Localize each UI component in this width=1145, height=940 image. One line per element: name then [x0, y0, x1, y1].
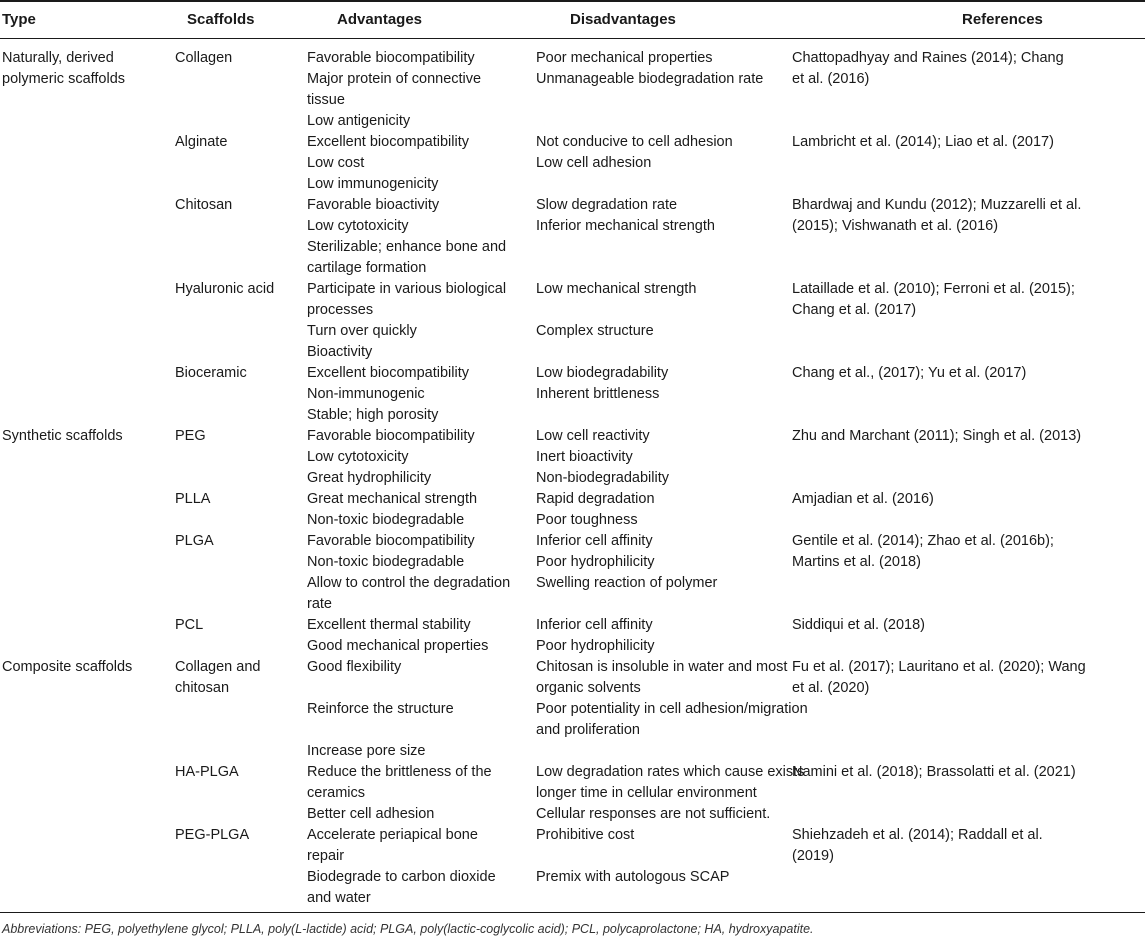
disadvantage-item: Inherent brittleness [536, 386, 660, 402]
disadvantage-item: Swelling reaction of polymer [536, 575, 718, 591]
scaffold-cell: PEG [175, 428, 206, 444]
advantage-item: Low immunogenicity [307, 176, 439, 192]
advantage-item: Favorable bioactivity [307, 197, 440, 213]
advantage-item: Good mechanical properties [307, 638, 489, 654]
header-advantages: Advantages [337, 11, 423, 28]
advantage-item: and water [307, 890, 371, 906]
disadvantage-item: Non-biodegradability [536, 470, 669, 486]
advantage-item: Non-toxic biodegradable [307, 512, 465, 528]
reference-cell: (2015); Vishwanath et al. (2016) [792, 218, 999, 234]
scaffold-cell: Collagen [175, 50, 233, 66]
disadvantage-item: Poor hydrophilicity [536, 638, 655, 654]
advantage-item: tissue [307, 92, 345, 108]
reference-cell: Siddiqui et al. (2018) [792, 617, 925, 633]
disadvantage-item: Complex structure [536, 323, 654, 339]
reference-cell: Chattopadhyay and Raines (2014); Chang [792, 50, 1064, 66]
type-cell: polymeric scaffolds [2, 71, 126, 87]
advantage-item: Bioactivity [307, 344, 373, 360]
advantage-item: Participate in various biological [307, 281, 507, 297]
header-type: Type [2, 11, 36, 28]
reference-cell: Amjadian et al. (2016) [792, 491, 934, 507]
scaffold-cell: PEG-PLGA [175, 827, 250, 843]
disadvantage-item: Inferior cell affinity [536, 533, 653, 549]
advantage-item: Major protein of connective [307, 71, 482, 87]
reference-cell: Shiehzadeh et al. (2014); Raddall et al. [792, 827, 1043, 843]
advantage-item: Great mechanical strength [307, 491, 478, 507]
advantage-item: Low cytotoxicity [307, 449, 409, 465]
reference-cell: Bhardwaj and Kundu (2012); Muzzarelli et al. [792, 197, 1082, 213]
disadvantage-item: Not conducive to cell adhesion [536, 134, 733, 150]
reference-cell: Lataillade et al. (2010); Ferroni et al. (2015); [792, 281, 1075, 297]
scaffold-cell: Alginate [175, 134, 228, 150]
disadvantage-item: organic solvents [536, 680, 641, 696]
disadvantage-item: Rapid degradation [536, 491, 655, 507]
disadvantage-item: Inert bioactivity [536, 449, 633, 465]
reference-cell: Martins et al. (2018) [792, 554, 921, 570]
disadvantage-item: Inferior mechanical strength [536, 218, 715, 234]
scaffold-cell: PLLA [175, 491, 211, 507]
advantage-item: Sterilizable; enhance bone and [307, 239, 507, 255]
advantage-item: Low cytotoxicity [307, 218, 409, 234]
advantage-item: rate [307, 596, 332, 612]
advantage-item: Increase pore size [307, 743, 426, 759]
advantage-item: Non-toxic biodegradable [307, 554, 465, 570]
advantage-item: Excellent biocompatibility [307, 365, 469, 381]
advantage-item: Excellent biocompatibility [307, 134, 469, 150]
reference-cell: et al. (2016) [792, 71, 870, 87]
disadvantage-item: Low degradation rates which cause exists [536, 764, 805, 780]
top-rule [0, 0, 1145, 2]
advantage-item: Stable; high porosity [307, 407, 439, 423]
reference-cell: Zhu and Marchant (2011); Singh et al. (2013) [792, 428, 1082, 444]
disadvantage-item: Poor potentiality in cell adhesion/migration [536, 701, 808, 717]
advantage-item: Better cell adhesion [307, 806, 435, 822]
bottom-rule [0, 912, 1145, 913]
reference-cell: Chang et al., (2017); Yu et al. (2017) [792, 365, 1027, 381]
scaffold-cell: PLGA [175, 533, 214, 549]
reference-cell: Namini et al. (2018); Brassolatti et al. (2021) [792, 764, 1076, 780]
reference-cell: Gentile et al. (2014); Zhao et al. (2016b); [792, 533, 1054, 549]
type-cell: Composite scaffolds [2, 659, 133, 675]
advantage-item: Favorable biocompatibility [307, 50, 475, 66]
type-cell: Synthetic scaffolds [2, 428, 123, 444]
disadvantage-item: Slow degradation rate [536, 197, 678, 213]
disadvantage-item: Poor mechanical properties [536, 50, 713, 66]
header-disadvantages: Disadvantages [570, 11, 676, 28]
scaffold-cell: chitosan [175, 680, 230, 696]
scaffold-cell: HA-PLGA [175, 764, 239, 780]
header-scaffolds: Scaffolds [187, 11, 255, 28]
advantage-item: Accelerate periapical bone [307, 827, 478, 843]
advantage-item: Favorable biocompatibility [307, 533, 475, 549]
reference-cell: et al. (2020) [792, 680, 870, 696]
advantage-item: Biodegrade to carbon dioxide [307, 869, 496, 885]
abbreviations-footnote: Abbreviations: PEG, polyethylene glycol; PLLA, poly(L-lactide) acid; PLGA, poly(lactic-coglycolic acid); PCL, polycaprolactone; HA, hydroxyapatite. [2, 922, 814, 936]
advantage-item: Good flexibility [307, 659, 402, 675]
advantage-item: cartilage formation [307, 260, 427, 276]
disadvantage-item: longer time in cellular environment [536, 785, 757, 801]
header-references: References [962, 11, 1043, 28]
advantage-item: Turn over quickly [307, 323, 417, 339]
disadvantage-item: Prohibitive cost [536, 827, 635, 843]
disadvantage-item: Unmanageable biodegradation rate [536, 71, 764, 87]
disadvantage-item: Poor hydrophilicity [536, 554, 655, 570]
advantage-item: processes [307, 302, 374, 318]
advantage-item: Low antigenicity [307, 113, 411, 129]
advantage-item: Great hydrophilicity [307, 470, 432, 486]
disadvantage-item: and proliferation [536, 722, 640, 738]
advantage-item: Allow to control the degradation [307, 575, 511, 591]
reference-cell: Lambricht et al. (2014); Liao et al. (2017) [792, 134, 1054, 150]
type-cell: Naturally, derived [2, 50, 114, 66]
scaffold-cell: Collagen and [175, 659, 261, 675]
advantage-item: Favorable biocompatibility [307, 428, 475, 444]
disadvantage-item: Chitosan is insoluble in water and most [536, 659, 788, 675]
advantage-item: repair [307, 848, 345, 864]
reference-cell: Chang et al. (2017) [792, 302, 917, 318]
disadvantage-item: Poor toughness [536, 512, 638, 528]
advantage-item: Low cost [307, 155, 365, 171]
disadvantage-item: Low mechanical strength [536, 281, 697, 297]
reference-cell: (2019) [792, 848, 834, 864]
disadvantage-item: Low biodegradability [536, 365, 669, 381]
scaffold-cell: Chitosan [175, 197, 233, 213]
advantage-item: Reinforce the structure [307, 701, 454, 717]
scaffold-cell: Hyaluronic acid [175, 281, 275, 297]
reference-cell: Fu et al. (2017); Lauritano et al. (2020); Wang [792, 659, 1086, 675]
disadvantage-item: Low cell adhesion [536, 155, 652, 171]
scaffold-cell: Bioceramic [175, 365, 247, 381]
advantage-item: Non-immunogenic [307, 386, 425, 402]
disadvantage-item: Cellular responses are not sufficient. [536, 806, 771, 822]
advantage-item: Excellent thermal stability [307, 617, 471, 633]
disadvantage-item: Inferior cell affinity [536, 617, 653, 633]
disadvantage-item: Premix with autologous SCAP [536, 869, 730, 885]
advantage-item: Reduce the brittleness of the [307, 764, 492, 780]
scaffold-cell: PCL [175, 617, 204, 633]
disadvantage-item: Low cell reactivity [536, 428, 650, 444]
advantage-item: ceramics [307, 785, 366, 801]
header-rule [0, 38, 1145, 39]
